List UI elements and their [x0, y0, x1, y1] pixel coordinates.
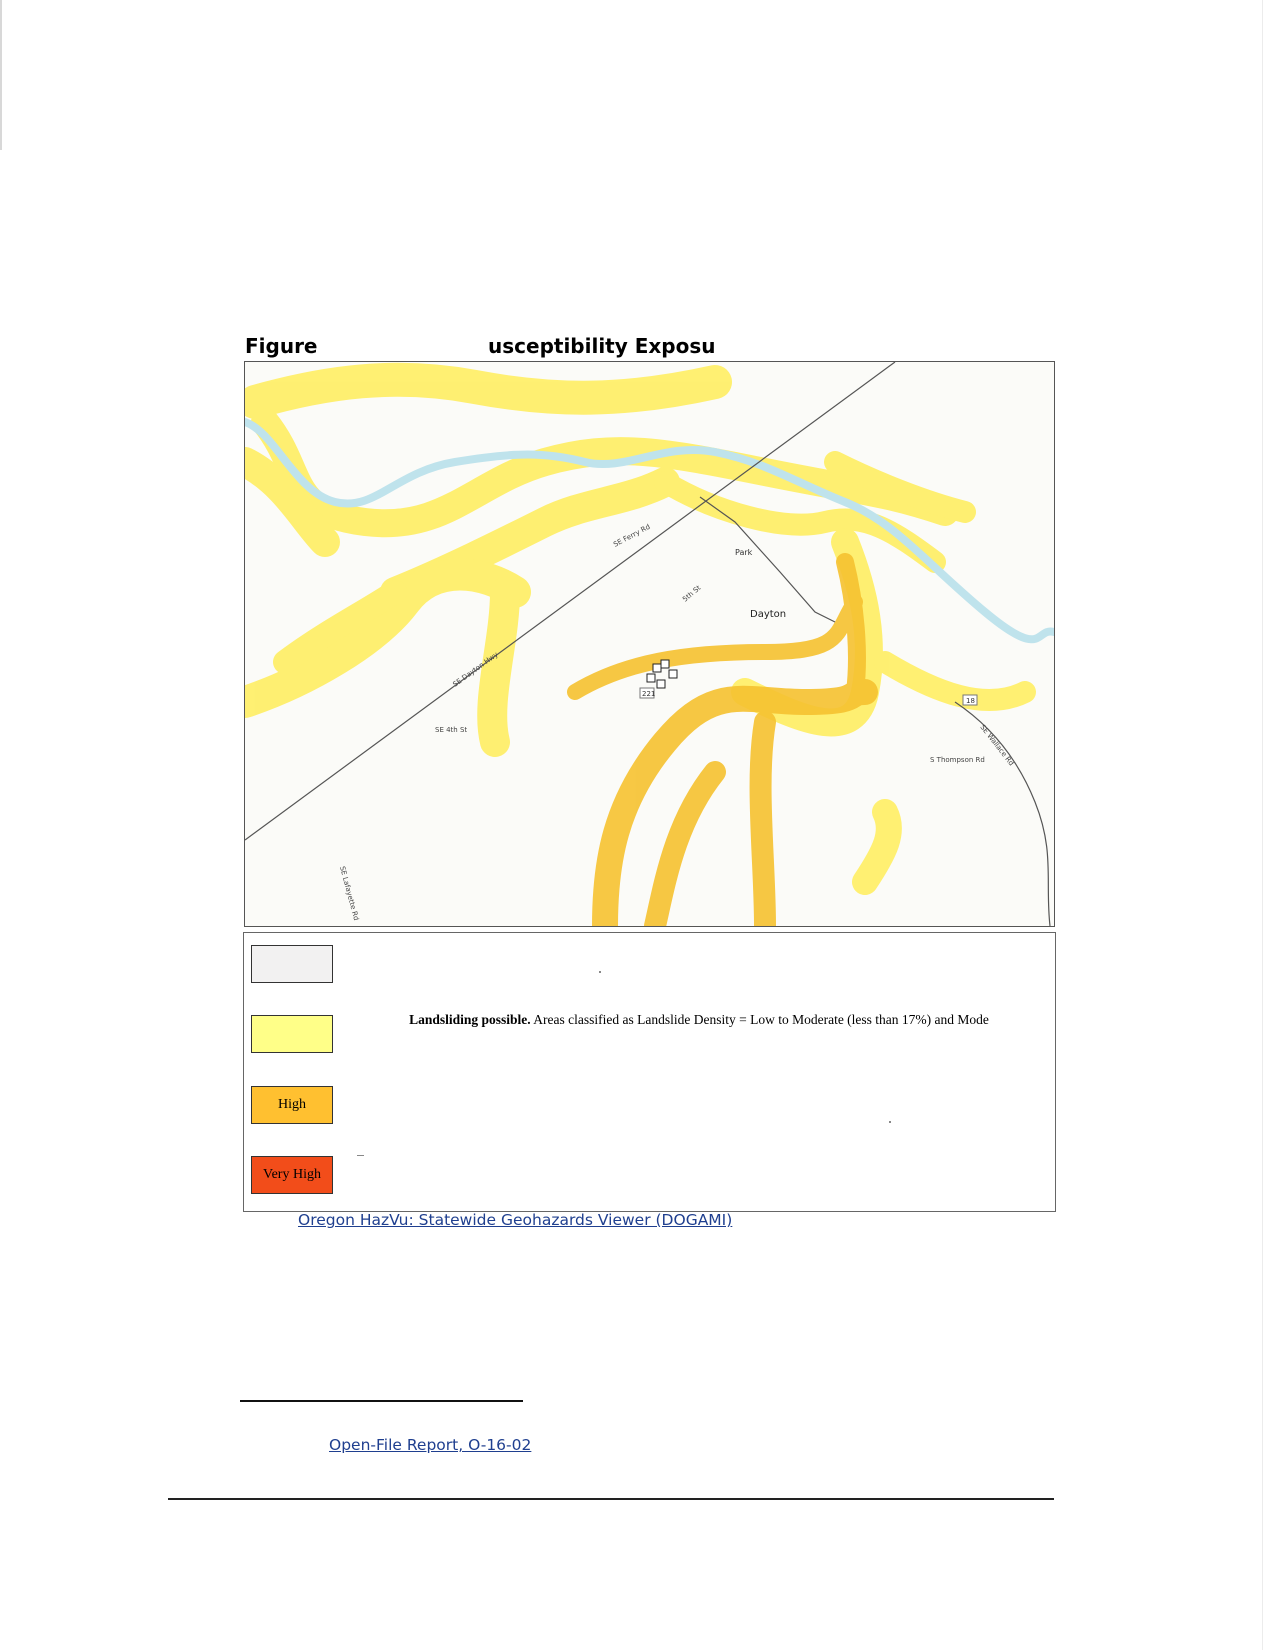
route-18-label: 18 [966, 697, 975, 705]
legend-moderate-text: Areas classified as Landslide Density = Low to Moderate (less than 17%) and Mode [533, 1012, 989, 1027]
source-link-hazvu[interactable]: Oregon HazVu: Statewide Geohazards Viewer (DOGAMI) [298, 1211, 733, 1229]
road-label-thompson: S Thompson Rd [930, 756, 985, 764]
landslide-susceptibility-map [244, 361, 1055, 927]
moderate-band-center [492, 592, 505, 742]
legend-swatch-moderate [251, 1015, 333, 1053]
high-band-south-east [761, 722, 765, 926]
building-icon [653, 664, 661, 672]
building-icon [657, 680, 665, 688]
route-221-label: 221 [642, 690, 656, 698]
moderate-band-north [255, 380, 715, 402]
legend-swatch-none [251, 945, 333, 983]
legend-moderate-description [359, 1011, 1039, 1028]
road-label-5th: 5th St [681, 583, 703, 604]
scan-dash [357, 1155, 364, 1156]
legend-moderate-title: Landsliding possible. [409, 1012, 531, 1027]
scan-edge-right [1262, 0, 1263, 1650]
legend-swatch-high: High [251, 1086, 333, 1124]
footer-rule [168, 1498, 1054, 1500]
figure-heading: usceptibility Exposu [488, 334, 716, 358]
report-link-open-file[interactable]: Open-File Report, O-16-02 [329, 1436, 532, 1454]
building-icon [661, 660, 669, 668]
road-label-lafayette: SE Lafayette Rd [338, 865, 361, 922]
town-label: Dayton [750, 609, 787, 620]
road-label-wallace: SE Wallace Rd [978, 723, 1016, 768]
map-legend [243, 932, 1056, 1212]
road-label-ferry: SE Ferry Rd [612, 522, 652, 549]
building-icon [669, 670, 677, 678]
park-label: Park [735, 548, 753, 557]
footnote-separator [240, 1400, 523, 1402]
figure-label: Figure [245, 334, 318, 358]
scan-dot [889, 1121, 891, 1123]
legend-swatch-very-high: Very High [251, 1156, 333, 1194]
road-label-dayton-hwy: SE Dayton Hwy [451, 650, 500, 689]
building-icon [647, 674, 655, 682]
road-label-4th: SE 4th St [435, 726, 468, 734]
scan-edge-left [0, 0, 2, 150]
scan-dot [599, 971, 601, 973]
